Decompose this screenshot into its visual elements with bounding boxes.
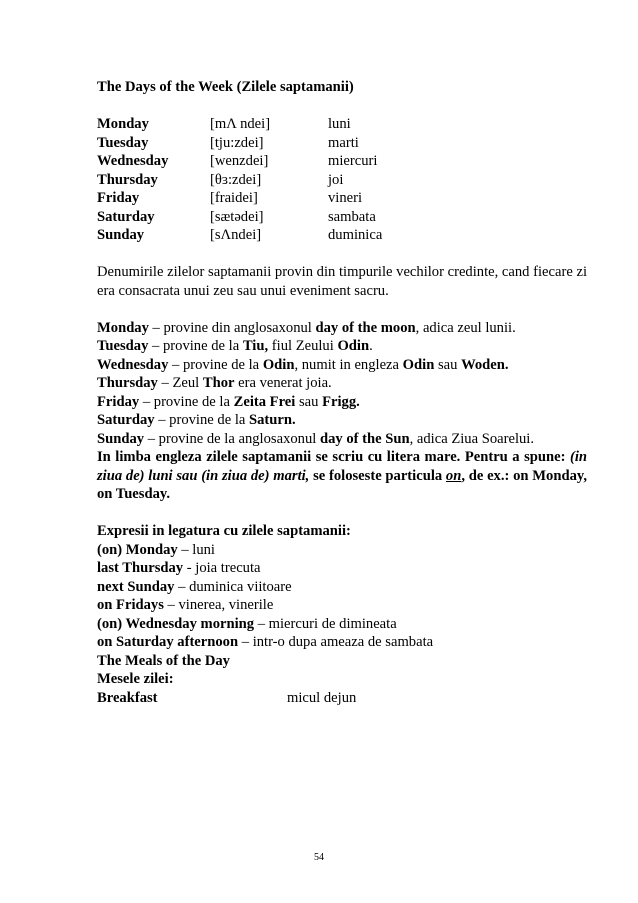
origin-wednesday: Wednesday – provine de la Odin, numit in engleza Odin sau Woden.	[97, 356, 509, 373]
day-pronunciation: [sΛndei]	[210, 227, 262, 243]
meal-name: Breakfast	[97, 689, 158, 706]
document-page	[97, 78, 587, 707]
day-name: Monday	[97, 116, 149, 132]
day-pronunciation: [mΛ ndei]	[210, 116, 271, 132]
table-row	[97, 171, 382, 190]
origin-day: Sunday	[97, 430, 145, 447]
origin-day: Tuesday	[97, 338, 149, 354]
day-pronunciation: [tju:zdei]	[210, 134, 264, 151]
origin-sunday: Sunday – provine de la anglosaxonul day of the Sun, adica Ziua Soarelui.	[97, 430, 534, 447]
day-translation: miercuri	[328, 153, 378, 169]
list-item: (on) Wednesday morning – miercuri de dimineata	[97, 615, 397, 632]
day-translation: marti	[328, 134, 359, 151]
table-row	[97, 115, 382, 134]
origin-tuesday: Tuesday – provine de la Tiu, fiul Zeului Odin.	[97, 338, 373, 354]
meal-translation: micul dejun	[287, 689, 357, 706]
day-name: Thursday	[97, 171, 158, 188]
day-name: Wednesday	[97, 153, 169, 169]
capitalization-note: In limba engleza zilele saptamanii se scriu cu litera mare. Pentru a spune: (in ziua de) luni sau (in ziua de) marti, se foloseste particula on, de ex.: on Monday, on Tuesday.	[97, 449, 588, 502]
origin-friday: Friday – provine de la Zeita Frei sau Frigg.	[97, 393, 360, 410]
page-title: The Days of the Week (Zilele saptamanii)	[97, 79, 354, 95]
list-item: next Sunday – duminica viitoare	[97, 578, 292, 595]
meal-row	[97, 689, 587, 708]
day-translation: vineri	[328, 190, 363, 206]
day-translation: luni	[328, 116, 351, 132]
day-name: Tuesday	[97, 134, 149, 151]
origin-day: Friday	[97, 393, 140, 410]
day-translation: duminica	[328, 227, 383, 243]
origin-monday: Monday – provine din anglosaxonul day of the moon, adica zeul lunii.	[97, 319, 516, 336]
meals-subheading: Mesele zilei:	[97, 671, 174, 687]
table-row	[97, 189, 382, 208]
origin-saturday: Saturday – provine de la Saturn.	[97, 412, 296, 428]
origin-day: Monday	[97, 319, 149, 336]
day-pronunciation: [sætədei]	[210, 208, 264, 225]
day-name: Sunday	[97, 227, 145, 243]
day-pronunciation: [wenzdei]	[210, 153, 269, 169]
day-translation: joi	[328, 171, 344, 188]
list-item: on Saturday afternoon – intr-o dupa ameaza de sambata	[97, 634, 434, 650]
table-row	[97, 134, 382, 153]
intro-paragraph: Denumirile zilelor saptamanii provin din timpurile vechilor credinte, cand fiecare zi era consacrata unui zeu sau unui eveniment sacru.	[97, 264, 587, 299]
day-pronunciation: [fraidei]	[210, 190, 258, 206]
table-row	[97, 208, 382, 227]
day-name: Saturday	[97, 208, 155, 225]
page-number: 54	[314, 852, 324, 863]
day-pronunciation: [θɜ:zdei]	[210, 171, 262, 188]
expressions-heading: Expresii in legatura cu zilele saptamanii:	[97, 523, 351, 539]
meals-heading: The Meals of the Day	[97, 652, 230, 669]
list-item: last Thursday - joia trecuta	[97, 560, 261, 576]
table-row	[97, 152, 382, 171]
day-translation: sambata	[328, 208, 376, 225]
day-name: Friday	[97, 190, 140, 206]
table-row	[97, 226, 382, 245]
origin-thursday: Thursday – Zeul Thor era venerat joia.	[97, 375, 332, 391]
origin-day: Saturday	[97, 412, 155, 428]
origin-day: Thursday	[97, 375, 158, 391]
list-item: on Fridays – vinerea, vinerile	[97, 597, 274, 613]
days-table	[97, 115, 382, 245]
list-item: (on) Monday – luni	[97, 541, 215, 558]
origin-day: Wednesday	[97, 356, 169, 373]
